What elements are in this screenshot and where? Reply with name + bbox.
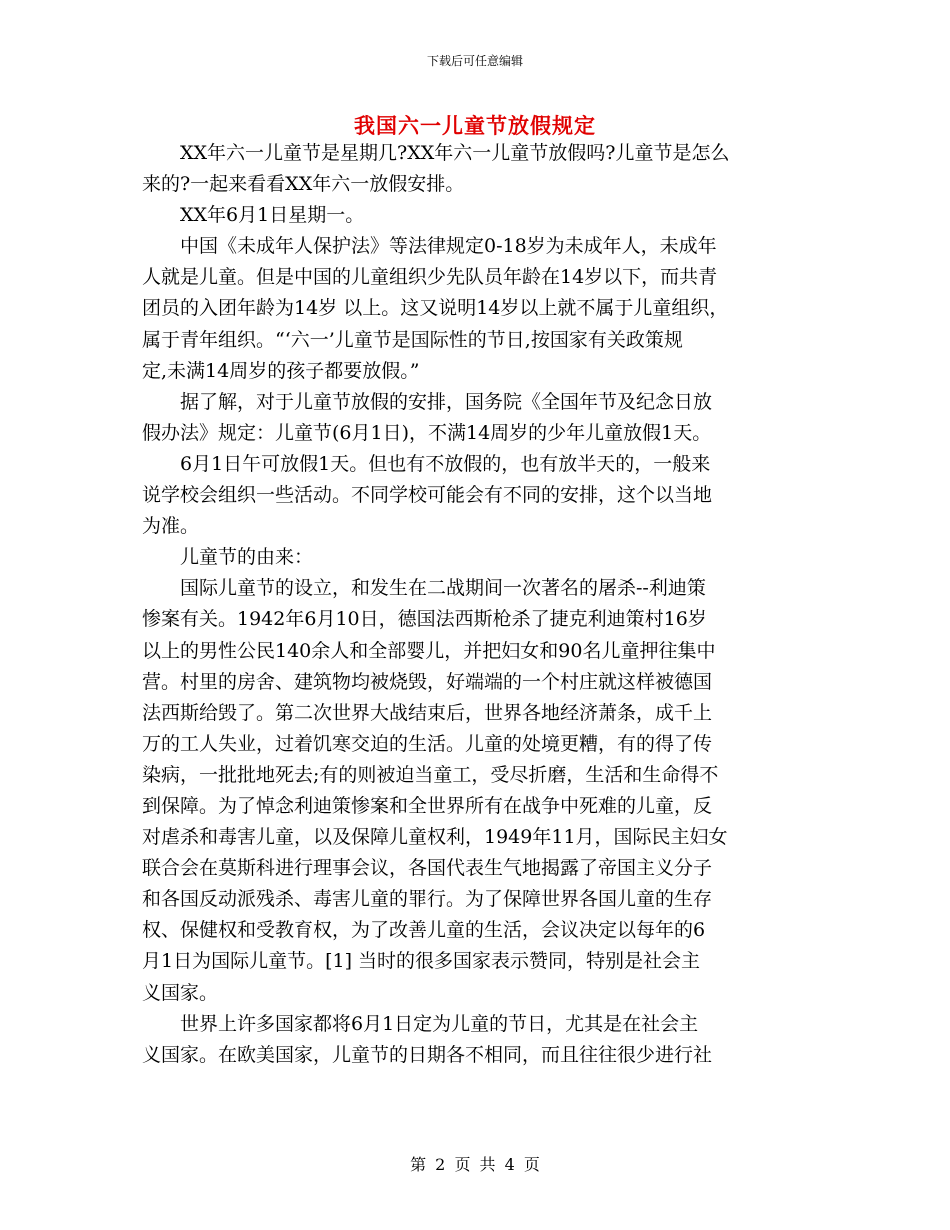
- paragraph: [142, 573, 812, 1008]
- text-line: 定,未满14周岁的孩子都要放假。”: [142, 359, 420, 382]
- text-line: 世界上许多国家都将6月1日定为儿童的节日，尤其是在社会主: [180, 1012, 699, 1035]
- text-line: 义国家。: [142, 981, 219, 1004]
- text-line: 以上的男性公民140余人和全部婴儿，并把妇女和90名儿童押往集中: [142, 639, 716, 662]
- text-line: 联合会在莫斯科进行理事会议，各国代表生气地揭露了帝国主义分子: [142, 857, 713, 880]
- text-line: 法西斯给毁了。第二次世界大战结束后，世界各地经济萧条，成千上: [142, 701, 713, 724]
- text-line: 营。村里的房舍、建筑物均被烧毁，好端端的一个村庄就这样被德国: [142, 670, 713, 693]
- document-body: [142, 138, 812, 1071]
- text-line: 团员的入团年龄为14岁 以上。这又说明14岁以上就不属于儿童组织，: [142, 297, 729, 320]
- text-line: 到保障。为了悼念利迪策惨案和全世界所有在战争中死难的儿童，反: [142, 794, 713, 817]
- text-line: XX年6月1日星期一。: [180, 204, 365, 227]
- paragraph: [142, 138, 812, 200]
- text-line: 假办法》规定：儿童节(6月1日)，不满14周岁的少年儿童放假1天。: [142, 421, 712, 444]
- paragraph: [142, 387, 812, 449]
- text-line: 义国家。在欧美国家，儿童节的日期各不相同，而且往往很少进行社: [142, 1043, 713, 1066]
- text-line: 人就是儿童。但是中国的儿童组织少先队员年龄在14岁以下，而共青: [142, 266, 718, 289]
- text-line: 属于青年组织。“‘六一’儿童节是国际性的节日,按国家有关政策规: [142, 328, 683, 351]
- paragraph: [142, 542, 812, 573]
- text-line: 儿童节的由来：: [180, 546, 314, 569]
- paragraph: [142, 200, 812, 231]
- text-line: 为准。: [142, 515, 200, 538]
- text-line: 据了解，对于儿童节放假的安排，国务院《全国年节及纪念日放: [180, 390, 713, 413]
- text-line: XX年六一儿童节是星期几?XX年六一儿童节放假吗?儿童节是怎么: [180, 142, 730, 164]
- text-line: 权、保健权和受教育权，为了改善儿童的生活，会议决定以每年的6: [142, 919, 706, 942]
- text-line: 来的?一起来看看XX年六一放假安排。: [142, 173, 465, 196]
- paragraph: [142, 231, 812, 386]
- text-line: 染病，一批批地死去;有的则被迫当童工，受尽折磨，生活和生命得不: [142, 763, 719, 786]
- paragraph: [142, 449, 812, 542]
- text-line: 月1日为国际儿童节。[1] 当时的很多国家表示赞同，特别是社会主: [142, 950, 701, 973]
- text-line: 说学校会组织一些活动。不同学校可能会有不同的安排，这个以当地: [142, 484, 713, 507]
- paragraph: [142, 1009, 812, 1071]
- text-line: 惨案有关。1942年6月10日，德国法西斯枪杀了捷克利迪策村16岁: [142, 608, 707, 631]
- text-line: 中国《未成年人保护法》等法律规定0-18岁为未成年人，未成年: [180, 235, 717, 258]
- page-footer: 第 2 页 共 4 页: [410, 1155, 540, 1174]
- document-title: 我国六一儿童节放假规定: [354, 113, 596, 138]
- text-line: 和各国反动派残杀、毒害儿童的罪行。为了保障世界各国儿童的生存: [142, 888, 713, 911]
- text-line: 6月1日午可放假1天。但也有不放假的，也有放半天的，一般来: [180, 452, 711, 475]
- text-line: 对虐杀和毒害儿童，以及保障儿童权利，1949年11月，国际民主妇女: [142, 826, 728, 849]
- text-line: 万的工人失业，过着饥寒交迫的生活。儿童的处境更糟，有的得了传: [142, 732, 713, 755]
- text-line: 国际儿童节的设立，和发生在二战期间一次著名的屠杀--利迪策: [180, 577, 706, 600]
- page-header: 下载后可任意编辑: [426, 54, 523, 68]
